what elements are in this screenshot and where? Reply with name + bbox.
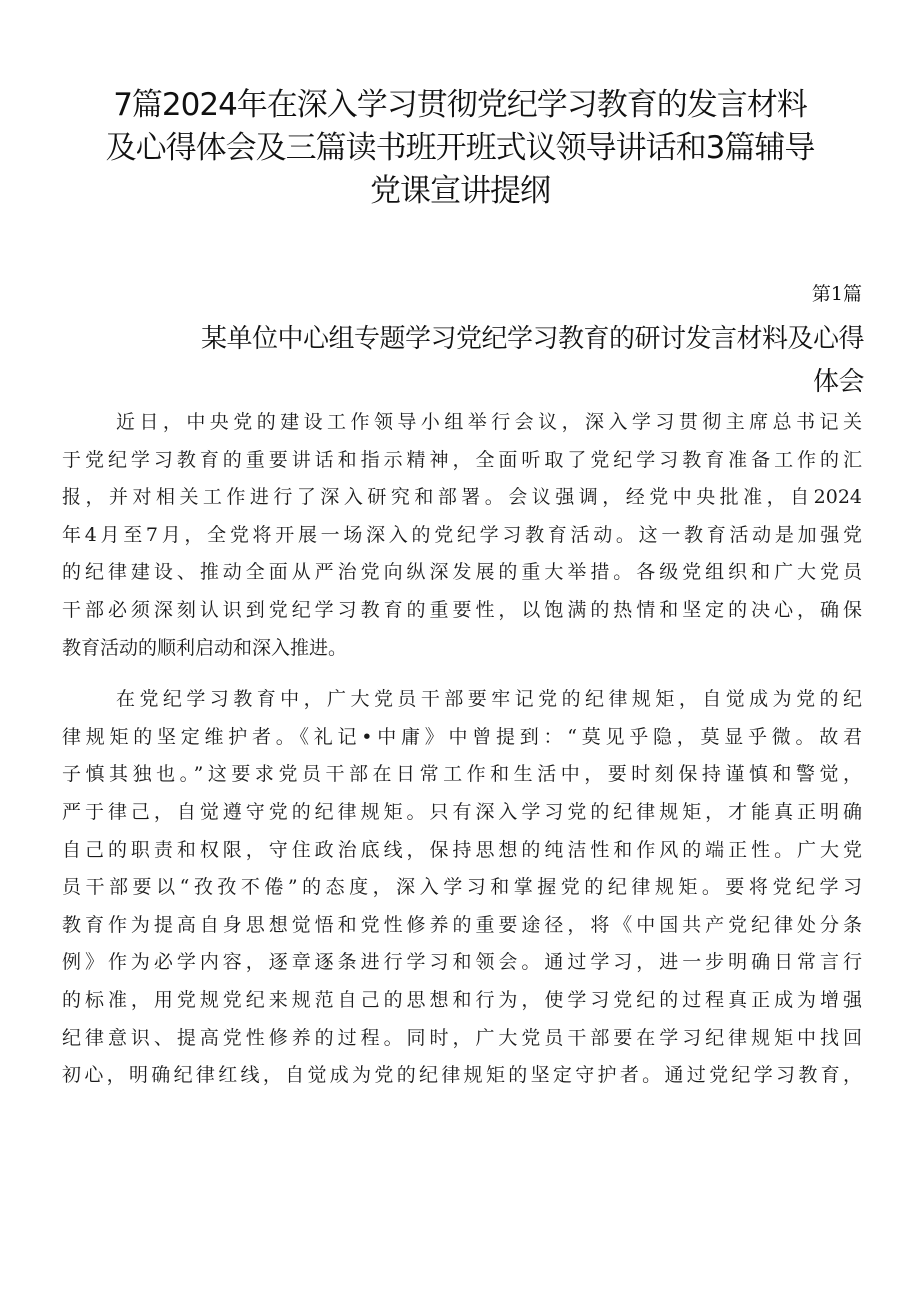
text-line: 子慎其独也。”这要求党员干部在日常工作和生活中，要时刻保持谨慎和警觉，: [62, 763, 862, 786]
section-heading: [120, 318, 864, 404]
text-line: 的标准，用党规党纪来规范自己的思想和行为，使学习党纪的过程真正成为增强: [62, 988, 862, 1011]
text-line: 严于律己，自觉遵守党的纪律规矩。只有深入学习党的纪律规矩，才能真正明确: [62, 800, 862, 823]
text-line: 近日，中央党的建设工作领导小组举行会议，深入学习贯彻主席总书记关: [116, 411, 862, 433]
paragraph: [62, 404, 862, 667]
text-line: 律规矩的坚定维护者。《礼记•中庸》中曾提到：“莫见乎隐，莫显乎微。故君: [62, 725, 862, 748]
title-line: 7篇2024年在深入学习贯彻党纪学习教育的发言材料: [113, 87, 807, 123]
text-line: 的纪律建设、推动全面从严治党向纵深发展的重大举措。各级党组织和广大党员: [62, 561, 862, 584]
document-title: [90, 84, 830, 213]
text-line: 年4月至7月，全党将开展一场深入的党纪学习教育活动。这一教育活动是加强党: [62, 523, 862, 546]
title-line: 党课宣讲提纲: [370, 173, 550, 209]
text-line: 初心，明确纪律红线，自觉成为党的纪律规矩的坚定守护者。通过党纪学习教育，: [62, 1064, 862, 1087]
text-line: 教育活动的顺利启动和深入推进。: [62, 636, 348, 659]
section-number-label: 第1篇: [811, 283, 862, 305]
text-line: 自己的职责和权限，守住政治底线，保持思想的纯洁性和作风的端正性。广大党: [62, 838, 862, 861]
body-text: [62, 404, 862, 1109]
section-heading-line: 体会: [812, 367, 864, 397]
text-line: 纪律意识、提高党性修养的过程。同时，广大党员干部要在学习纪律规矩中找回: [62, 1026, 862, 1049]
section-heading-line: 某单位中心组专题学习党纪学习教育的研讨发言材料及心得: [200, 324, 864, 354]
text-line: 在党纪学习教育中，广大党员干部要牢记党的纪律规矩，自觉成为党的纪: [116, 688, 862, 711]
text-line: 干部必须深刻认识到党纪学习教育的重要性，以饱满的热情和坚定的决心，确保: [62, 598, 862, 621]
text-line: 报，并对相关工作进行了深入研究和部署。会议强调，经党中央批准，自2024: [62, 486, 862, 509]
text-line: 例》作为必学内容，逐章逐条进行学习和领会。通过学习，进一步明确日常言行: [62, 951, 862, 974]
text-line: 于党纪学习教育的重要讲话和指示精神，全面听取了党纪学习教育准备工作的汇: [62, 448, 862, 471]
text-line: 教育作为提高自身思想觉悟和党性修养的重要途径，将《中国共产党纪律处分条: [62, 913, 862, 936]
text-line: 员干部要以“孜孜不倦”的态度，深入学习和掌握党的纪律规矩。要将党纪学习: [62, 876, 862, 899]
paragraph: [62, 681, 862, 1095]
title-line: 及心得体会及三篇读书班开班式议领导讲话和3篇辅导: [105, 130, 815, 166]
